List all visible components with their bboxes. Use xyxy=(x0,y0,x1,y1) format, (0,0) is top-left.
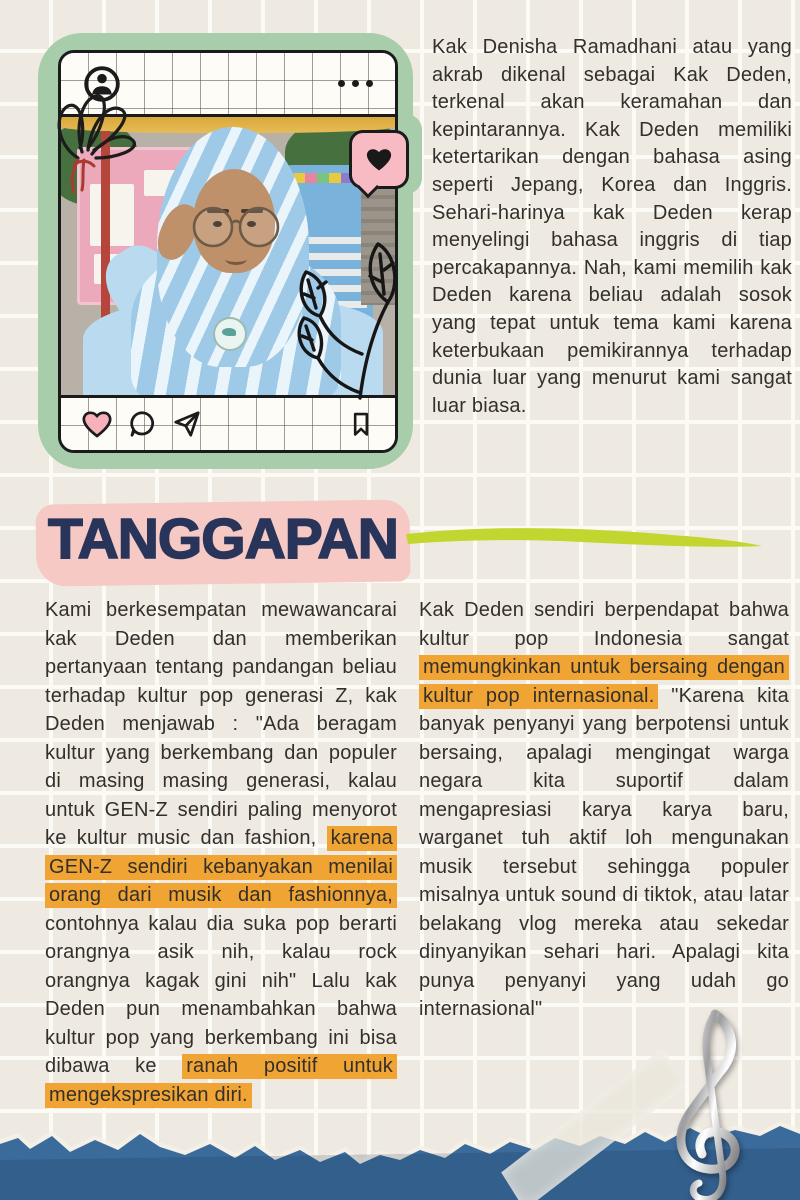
page-title: TANGGAPAN xyxy=(48,507,398,571)
highlighted-text: memungkinkan untuk bersaing dengan kultur pop internasional. xyxy=(419,655,789,709)
photo-pin-badge xyxy=(213,317,247,351)
heart-notification-icon xyxy=(349,130,409,189)
highlighted-text: ranah positif untuk mengekspresikan diri. xyxy=(45,1054,397,1108)
article-column-left xyxy=(45,596,397,1109)
heart-icon xyxy=(81,409,113,439)
body-text: Kak Deden sendiri berpendapat bahwa kultur pop Indonesia sangat xyxy=(419,599,789,650)
bookmark-icon xyxy=(347,409,375,439)
article-column-right xyxy=(419,596,789,1024)
highlighted-text: karena GEN-Z sendiri kebanyakan menilai orang dari musik dan fashionnya, xyxy=(45,826,397,908)
photo-smile xyxy=(225,253,247,265)
body-text: "Karena kita banyak penyanyi yang berpotensi untuk bersaing, apalagi mengingat warga negara kita suportif dalam mengapresiasi karya karya baru, warganet tuh aktif loh mengunakan musik tersebut sehingga populer misalnya untuk sound di tiktok, atau latar belakang vlog mereka atau sekedar dinyanyikan sehari hari. Apalagi kita punya penyanyi yang udah go internasional" xyxy=(419,684,789,1020)
intro-paragraph: Kak Denisha Ramadhani atau yang akrab dikenal sebagai Kak Deden, terkenal akan keramahan dan kepintarannya. Kak Deden memiliki ketertarikan dengan bahasa asing seperti Jepang, Korea dan Inggris. Sehari-harinya kak Deden kerap menyelingi bahasa inggris di tiap percakapannya. Nah, kami memilih kak Deden karena beliau adalah sosok yang tepat untuk tema kami karena keterbukaan pemikirannya terhadap dunia luar yang menurut kami sangat luar biasa. xyxy=(432,36,792,417)
body-text: contohnya kalau dia suka pop berarti orangnya asik nih, kalau rock orangnya kagak gini nih" Lalu kak Deden pun menambahkan bahwa kultur pop yang berkembang ini bisa dibawa ke xyxy=(45,912,397,1077)
flower-doodle xyxy=(48,86,148,196)
instagram-action-bar xyxy=(61,395,395,450)
marker-stroke xyxy=(402,520,767,560)
more-dots-icon xyxy=(338,80,373,87)
heart-glyph xyxy=(364,146,394,173)
body-text: Kami berkesempatan mewawancarai kak Deden dan memberikan pertanyaan tentang pandangan beliau terhadap kultur pop generasi Z, kak Deden menjawab : "Ada beragam kultur yang berkembang dan populer di masing masing generasi, kalau untuk GEN-Z sendiri paling menyorot ke kultur music dan fashion, xyxy=(45,599,397,849)
share-icon xyxy=(171,409,203,439)
photo-glasses xyxy=(187,203,287,251)
comment-icon xyxy=(127,409,157,439)
leaf-doodle xyxy=(292,236,412,401)
treble-clef xyxy=(652,1008,777,1200)
